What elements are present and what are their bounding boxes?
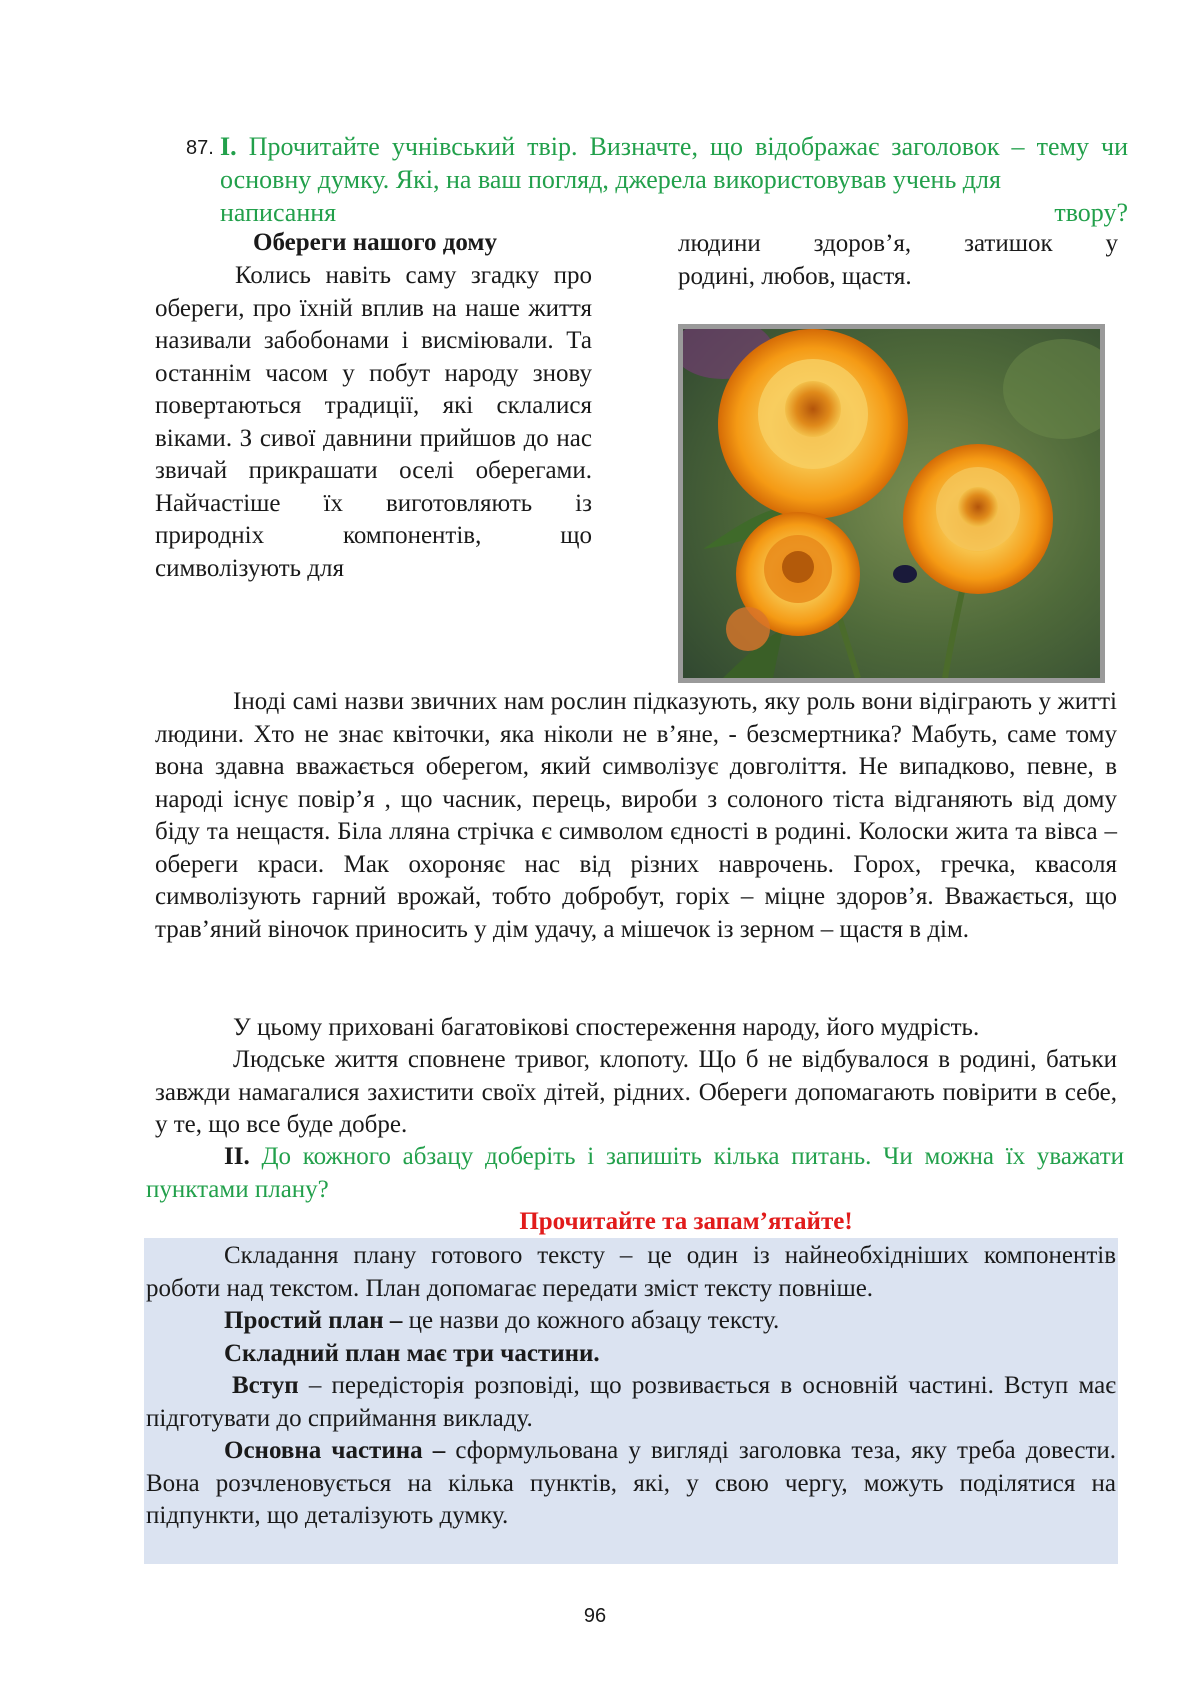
page-number: 96: [583, 1605, 607, 1627]
word: здоров’я,: [813, 230, 912, 257]
essay-title: Обереги нашого дому: [253, 229, 497, 256]
everlasting-flowers-image: [683, 329, 1100, 678]
intro-definition: – передісторія розповіді, що розвивається в основній частині. Вступ має підготувати до сприймання викладу.: [146, 1372, 1116, 1432]
rule-paragraph-5: [146, 1435, 1116, 1533]
right-line-1: [678, 228, 1118, 261]
task-1-last-left: написання: [220, 198, 337, 227]
word: затишок: [964, 230, 1053, 257]
simple-plan-definition: це назви до кожного абзацу тексту.: [402, 1307, 780, 1334]
task-2-text: До кожного абзацу доберіть і запишіть кілька питань. Чи можна їх уважати пунктами плану?: [146, 1143, 1125, 1203]
rule-paragraph-2: [146, 1305, 1116, 1338]
essay-left-column: Колись навіть саму згадку про обереги, про їхній вплив на наше життя називали забобонами і висміювали. Та останнім часом у побут народу знову повертаються традиції, які склалися віками. З сивої давнини прийшов до нас звичай прикрашати оселі оберегами. Найчастіше їх виготовляють із природніх компонентів, що символізують для: [155, 262, 592, 582]
task-1-roman: І.: [220, 132, 237, 161]
rule-paragraph-4: [146, 1370, 1116, 1435]
complex-plan-term: Складний план має три частини.: [224, 1339, 600, 1367]
essay-paragraph-1: Іноді самі назви звичних нам рослин підказують, яку роль вони відіграють у житті людини. Хто не знає квіточки, яка ніколи не в’яне, - безсмертника? Мабуть, саме тому вона здавна вважається оберегом, який символізує довголіття. Не випадково, певне, в народі існує повір’я , що часник, перець, вироби з солоного тіста відганяють від дому біду та нещастя. Біла лляна стрічка є символом єдності в родині. Колоски жита та вівса – обереги краси. Мак охороняє нас від різних наврочень. Горох, гречка, квасоля символізують гарний врожай, тобто добробут, горіх – міцне здоров’я. Вважається, що трав’яний віночок приносить у дім удачу, а мішечок із зерном – щастя в дім.: [155, 688, 1117, 943]
main-part-definition: сформульована у вигляді заголовка теза, яку треба довести. Вона розчленовується на кілька пунктів, які, у свою чергу, можуть поділятися на підпункти, що деталізують думку.: [146, 1437, 1116, 1529]
task-2: [146, 1141, 1124, 1206]
essay-paragraph-3: Людське життя сповнене тривог, клопоту. Що б не відбувалося в родині, батьки завжди намагалися захистити своїх дітей, рідних. Обереги допомагають повірити в себе, у те, що все буде добре.: [155, 1046, 1117, 1138]
right-line-2: родині, любов, щастя.: [678, 262, 912, 290]
essay-right-column: [678, 228, 1118, 293]
word: у: [1105, 230, 1118, 257]
main-part-term: Основна частина –: [224, 1437, 446, 1464]
exercise-number: 87.: [186, 137, 214, 159]
simple-plan-term: Простий план –: [224, 1307, 403, 1334]
rule-paragraph-3: [146, 1338, 1116, 1371]
task-1-last-right: твору?: [1054, 198, 1128, 227]
rule-box: [146, 1240, 1116, 1533]
rule-title: Прочитайте та запам’ятайте!: [519, 1208, 853, 1235]
task-2-roman: ІІ.: [224, 1143, 250, 1170]
task-1: [186, 130, 1128, 229]
flower-photo: [678, 324, 1105, 683]
word: людини: [678, 230, 761, 257]
task-1-text: [220, 130, 1128, 229]
intro-term: Вступ: [232, 1372, 299, 1399]
task-1-last-line: [220, 196, 1128, 229]
essay-paragraph-2: У цьому приховані багатовікові спостереження народу, його мудрість.: [233, 1014, 980, 1041]
rule-paragraph-1: Складання плану готового тексту – це один із найнеобхідніших компонентів роботи над текстом. План допомагає передати зміст тексту повніше.: [146, 1242, 1116, 1302]
task-1-instructions: Прочитайте учнівський твір. Визначте, що відображає заголовок – тему чи основну думку. Які, на ваш погляд, джерела використовував учень для: [220, 132, 1129, 194]
